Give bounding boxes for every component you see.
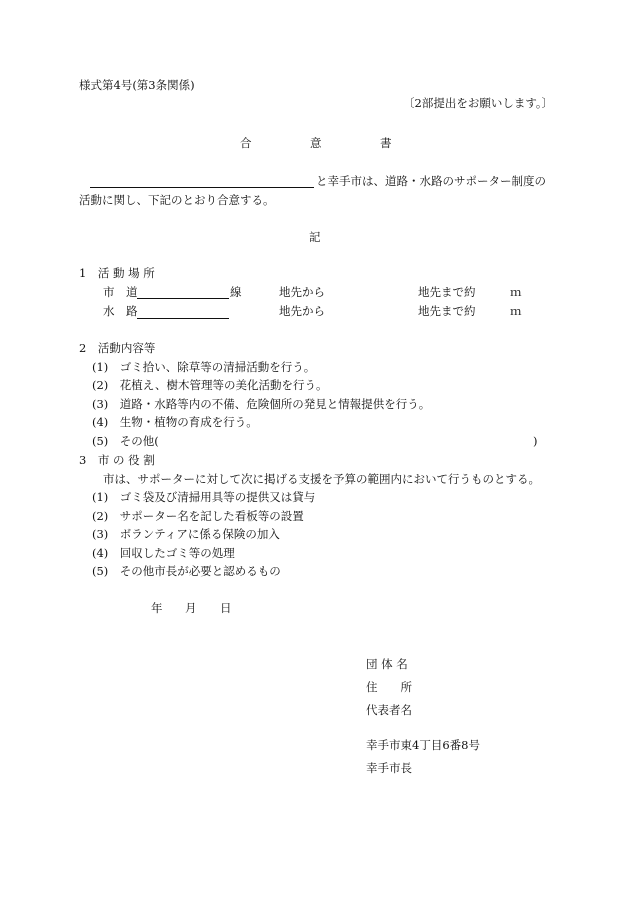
- section2-item-3: (3) 道路・水路等内の不備、危険個所の発見と情報提供を行う。: [92, 397, 431, 411]
- section2-item-2: (2) 花植え、樹木管理等の美化活動を行う。: [92, 378, 328, 392]
- address-label: 住 所: [366, 680, 412, 694]
- section3-heading: 3 市 の 役 割: [79, 453, 155, 467]
- section2-item-4: (4) 生物・植物の育成を行う。: [92, 415, 258, 429]
- section2-other-close: ): [533, 434, 538, 448]
- section3-item-5: (5) その他市長が必要と認めるもの: [92, 564, 281, 578]
- representative-label: 代表者名: [366, 703, 412, 717]
- intro-line-1: と幸手市は、道路・水路のサポーター制度の: [316, 174, 546, 188]
- section2-item-1: (1) ゴミ拾い、除草等の清掃活動を行う。: [92, 360, 316, 374]
- date-year: 年: [151, 601, 163, 615]
- road-to-text: 地先まで約: [418, 285, 476, 299]
- city-address: 幸手市東4丁目6番8号: [366, 738, 480, 752]
- section3-item-2: (2) サポーター名を記した看板等の設置: [92, 509, 304, 523]
- date-month: 月: [185, 601, 197, 615]
- section1-heading: 1 活 動 場 所: [79, 266, 155, 280]
- waterway-from-text: 地先から: [279, 304, 325, 318]
- section3-intro: 市は、サポーターに対して次に掲げる支援を予算の範囲内において行うものとする。: [103, 472, 540, 486]
- road-name-blank: [137, 298, 229, 299]
- section2-item-5: (5) その他(: [92, 434, 159, 448]
- intro-line-2: 活動に関し、下記のとおり合意する。: [79, 193, 275, 207]
- road-unit: ｍ: [510, 285, 522, 299]
- group-name-label: 団 体 名: [366, 657, 408, 671]
- party-name-blank: [90, 187, 314, 188]
- form-number: 様式第4号(第3条関係): [79, 78, 195, 92]
- section2-heading: 2 活動内容等: [79, 341, 156, 355]
- section3-item-1: (1) ゴミ袋及び清掃用具等の提供又は貸与: [92, 490, 316, 504]
- mayor-label: 幸手市長: [366, 761, 412, 775]
- road-suffix: 線: [230, 285, 242, 299]
- title-char-3: 書: [380, 136, 392, 150]
- section3-item-3: (3) ボランティアに係る保険の加入: [92, 527, 280, 541]
- waterway-name-blank: [137, 318, 229, 319]
- road-label: 市 道: [103, 285, 138, 299]
- road-from-text: 地先から: [279, 285, 325, 299]
- submission-note: 〔2部提出をお願いします。〕: [403, 96, 554, 110]
- ki-marker: 記: [309, 230, 321, 244]
- waterway-unit: ｍ: [510, 304, 522, 318]
- section3-item-4: (4) 回収したゴミ等の処理: [92, 546, 235, 560]
- title-char-1: 合: [240, 136, 252, 150]
- title-char-2: 意: [310, 136, 322, 150]
- waterway-to-text: 地先まで約: [418, 304, 476, 318]
- waterway-label: 水 路: [103, 304, 138, 318]
- date-day: 日: [220, 601, 232, 615]
